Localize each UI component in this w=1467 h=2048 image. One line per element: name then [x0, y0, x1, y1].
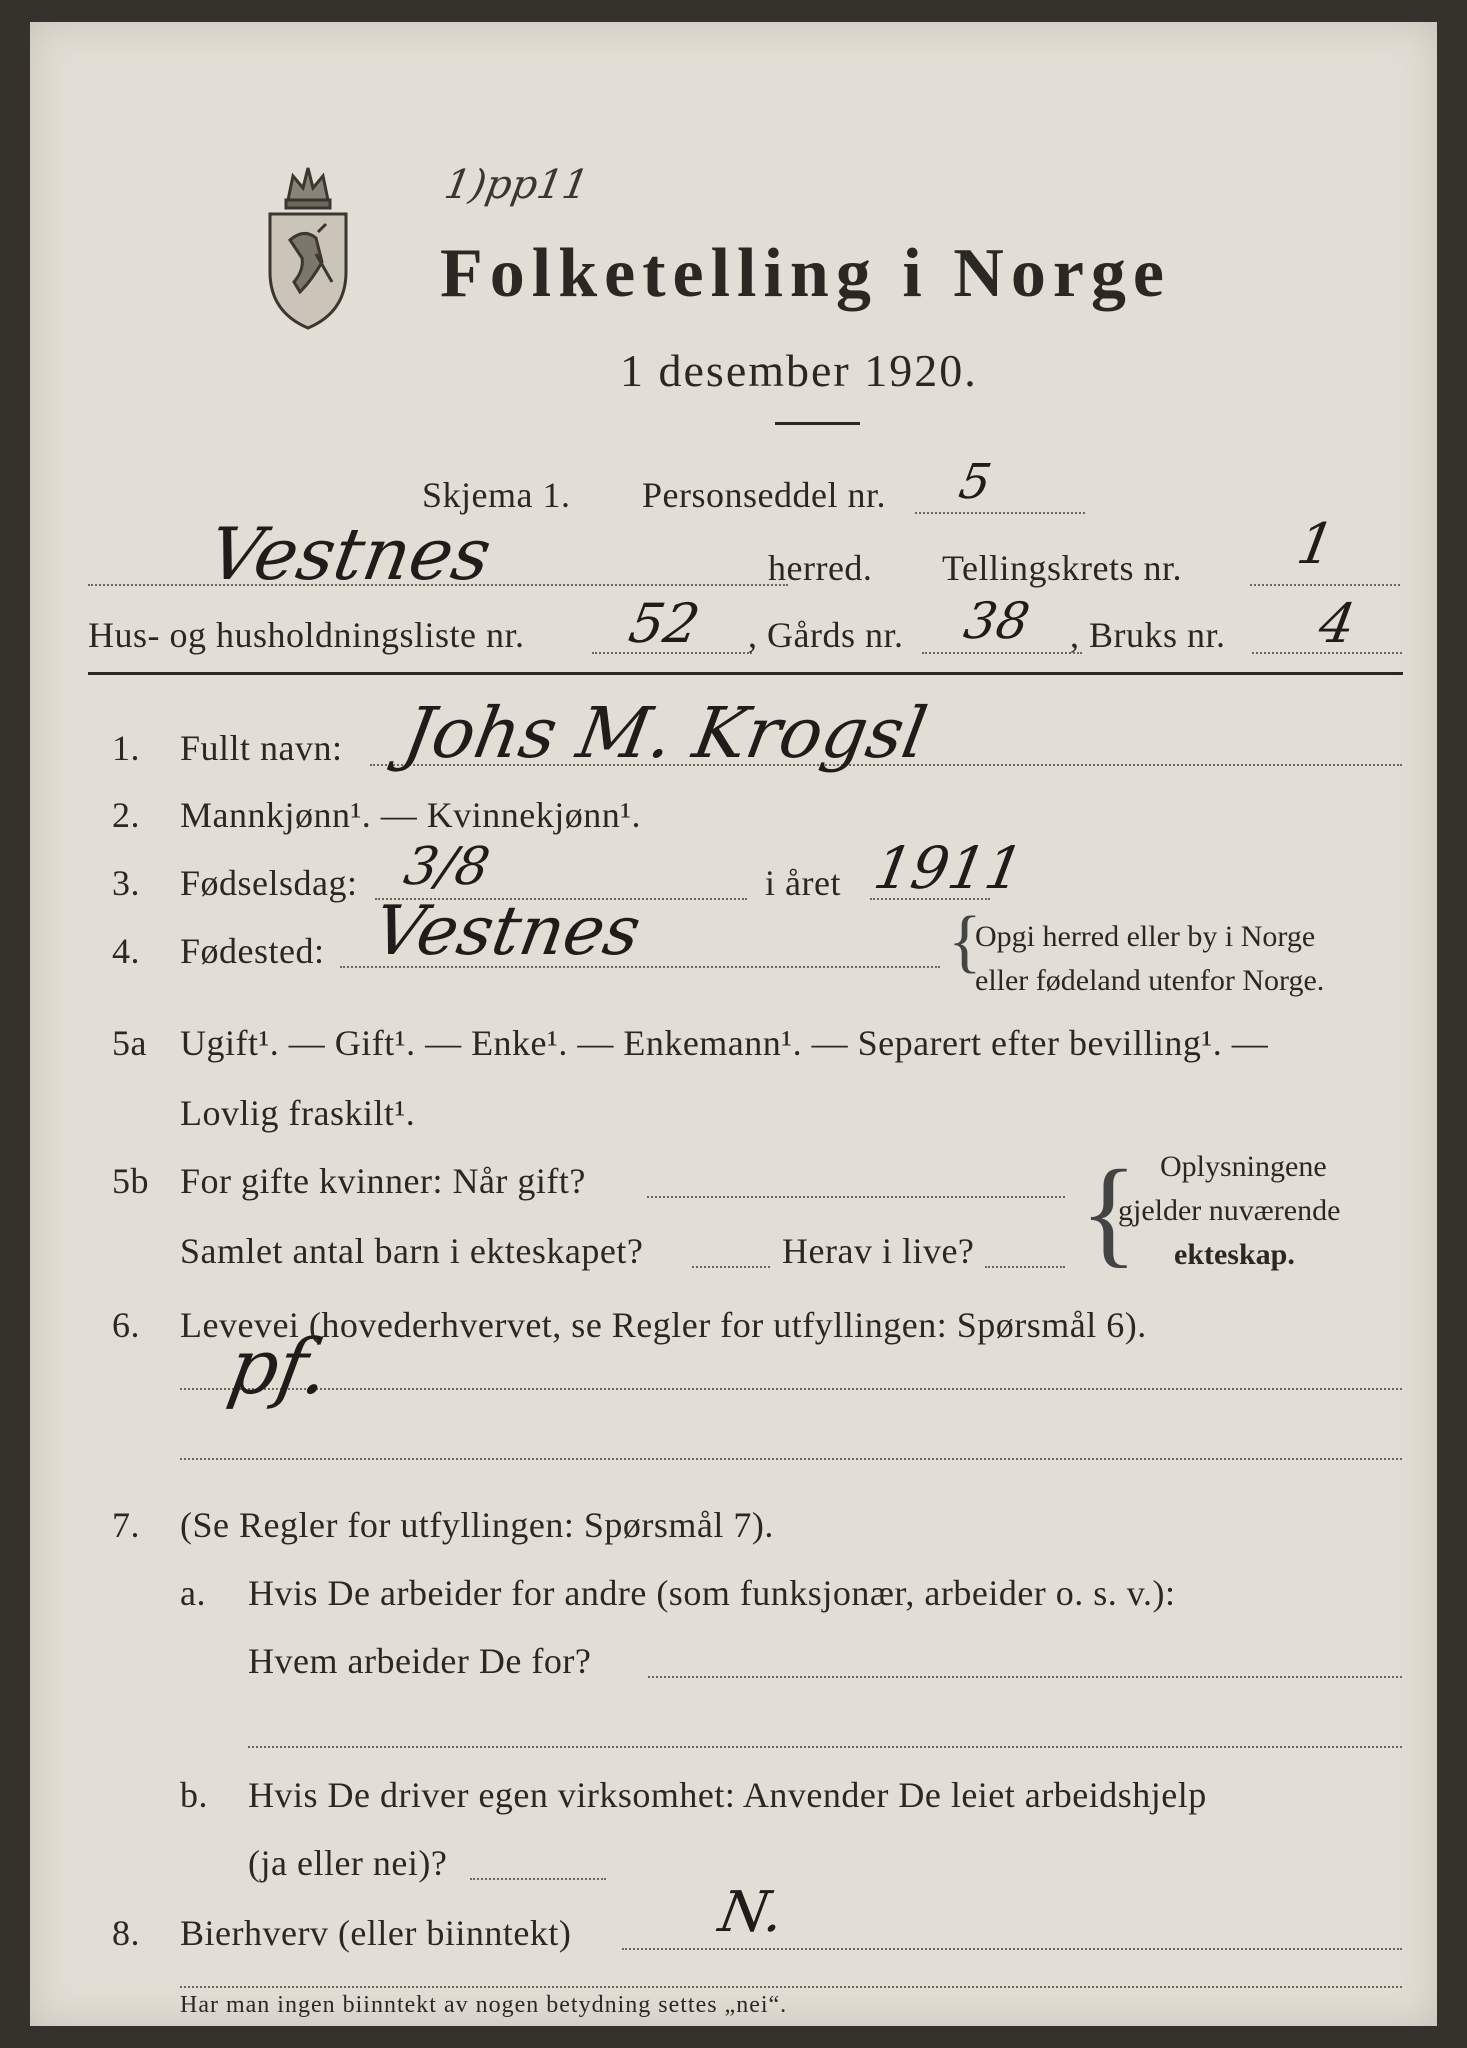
footer-note: Har man ingen biinntekt av nogen betydning settes „nei“. [180, 1992, 788, 2018]
gards-value: 38 [959, 592, 1034, 650]
title-divider [775, 422, 860, 425]
side-income-field-2[interactable] [180, 1986, 1402, 1988]
section-rule [88, 672, 1403, 675]
q4-label: Fødested: [180, 931, 325, 971]
q3-number: 3. [112, 863, 140, 903]
gards-label: , Gårds nr. [748, 615, 904, 655]
schema-label: Skjema 1. [422, 475, 571, 515]
q5b-brace: { [1080, 1145, 1138, 1278]
gards-field[interactable] [922, 652, 1082, 654]
q7b-letter: b. [180, 1775, 208, 1815]
q1-number: 1. [112, 728, 140, 768]
q7a-line1: Hvis De arbeider for andre (som funksjonær, arbeider o. s. v.): [248, 1573, 1176, 1613]
side-income-field[interactable] [622, 1948, 1402, 1950]
q4-note-line2: eller fødeland utenfor Norge. [975, 964, 1325, 997]
children-alive-field[interactable] [985, 1266, 1065, 1268]
birthplace-value: Vestnes [368, 892, 647, 971]
side-income-value: N. [714, 1880, 789, 1945]
q2-number: 2. [112, 795, 140, 835]
bruks-label: , Bruks nr. [1070, 615, 1226, 655]
tellingskrets-value: 1 [1292, 512, 1340, 577]
q1-label: Fullt navn: [180, 728, 343, 768]
q5a-number: 5a [112, 1023, 147, 1063]
q5b-note-line3: ekteskap. [1174, 1238, 1295, 1271]
q7b-line2: (ja eller nei)? [248, 1843, 448, 1883]
q4-number: 4. [112, 931, 140, 971]
husliste-label: Hus- og husholdningsliste nr. [88, 615, 525, 655]
q5b-children-label: Samlet antal barn i ekteskapet? [180, 1231, 644, 1271]
herred-label: herred. [768, 548, 873, 588]
personseddel-value: 5 [955, 454, 996, 510]
q7b-line1: Hvis De driver egen virksomhet: Anvender De leiet arbeidshjelp [248, 1775, 1207, 1815]
bruks-value: 4 [1314, 592, 1360, 655]
herred-value: Vestnes [202, 512, 498, 596]
occupation-value: pf. [222, 1322, 337, 1411]
q2-label: Mannkjønn¹. — Kvinnekjønn¹. [180, 795, 642, 835]
full-name-value: Johs M. Krogsl [397, 692, 933, 774]
employer-field[interactable] [648, 1676, 1402, 1678]
census-form [30, 22, 1437, 2026]
q7-number: 7. [112, 1505, 140, 1545]
tellingskrets-field[interactable] [1250, 584, 1400, 586]
q8-number: 8. [112, 1913, 140, 1953]
q4-note-line1: Opgi herred eller by i Norge [975, 920, 1316, 953]
q3-label: Fødselsdag: [180, 863, 358, 903]
occupation-field-2[interactable] [180, 1458, 1402, 1460]
husliste-value: 52 [624, 592, 705, 655]
q5b-number: 5b [112, 1161, 149, 1201]
q7a-line2: Hvem arbeider De for? [248, 1641, 592, 1681]
form-title: Folketelling i Norge [440, 235, 1172, 312]
birthyear-value: 1911 [869, 834, 1029, 902]
birthyear-label: i året [765, 863, 841, 903]
personseddel-field[interactable] [915, 512, 1085, 514]
coat-of-arms-icon [258, 162, 358, 332]
hired-help-field[interactable] [470, 1878, 606, 1880]
q5b-note-line1: Oplysningene [1160, 1150, 1327, 1183]
q5b-line1: For gifte kvinner: Når gift? [180, 1161, 586, 1201]
personseddel-label: Personseddel nr. [642, 475, 886, 515]
q8-label: Bierhverv (eller biinntekt) [180, 1913, 572, 1953]
archive-mark: 1)pp11 [440, 162, 593, 208]
employer-field-2[interactable] [248, 1746, 1402, 1748]
q5a-line1: Ugift¹. — Gift¹. — Enke¹. — Enkemann¹. — Separert efter bevilling¹. — [180, 1023, 1269, 1063]
married-when-field[interactable] [647, 1196, 1065, 1198]
tellingskrets-label: Tellingskrets nr. [942, 548, 1182, 588]
q7a-letter: a. [180, 1573, 206, 1613]
occupation-field[interactable] [180, 1388, 1402, 1390]
q5b-alive-label: Herav i live? [782, 1231, 975, 1271]
children-count-field[interactable] [692, 1266, 770, 1268]
q7-label: (Se Regler for utfyllingen: Spørsmål 7). [180, 1505, 774, 1545]
birthdate-value: 3/8 [399, 837, 494, 897]
q4-brace: { [948, 903, 982, 980]
q5b-note-line2: gjelder nuværende [1118, 1194, 1341, 1227]
form-date: 1 desember 1920. [620, 345, 978, 396]
q6-label: Levevei (hovederhvervet, se Regler for utfyllingen: Spørsmål 6). [180, 1305, 1147, 1345]
q5a-line2: Lovlig fraskilt¹. [180, 1093, 416, 1133]
q6-number: 6. [112, 1305, 140, 1345]
